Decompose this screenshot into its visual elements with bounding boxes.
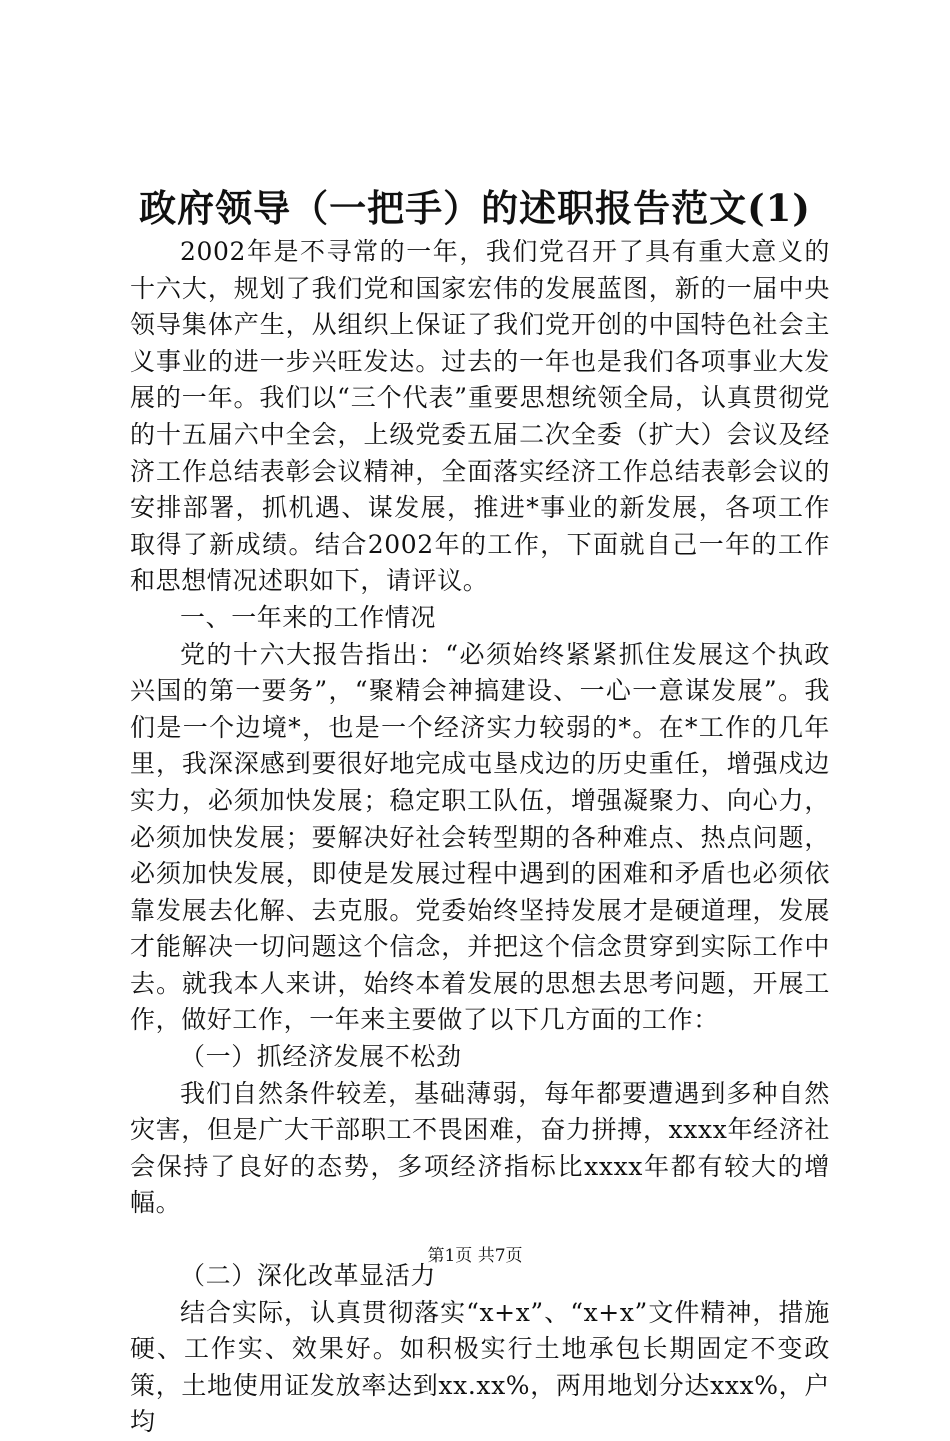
subsection-heading-economy: （一）抓经济发展不松劲 <box>180 1042 462 1072</box>
document-title: 政府领导（一把手）的述职报告范文(1) <box>139 186 811 230</box>
section-heading-work-overview: 一、一年来的工作情况 <box>180 602 437 632</box>
page-footer: 第1页 共7页 <box>427 1246 523 1266</box>
subsection-heading-reform: （二）深化改革显活力 <box>180 1261 437 1291</box>
paragraph-development: 党的十六大报告指出：“必须始终紧紧抓住发展这个执政兴国的第一要务”，“聚精会神搞建设、一心一意谋发展”。我们是一个边境*，也是一个经济实力较弱的*。在*工作的几年里，我深深感到要很好地完成屯垦戍边的历史重任，增强戍边实力，必须加快发展；稳定职工队伍，增强凝聚力、向心力，必须加快发展；要解决好社会转型期的各种难点、热点问题，必须加快发展，即使是发展过程中遇到的困难和矛盾也必须依靠发展去化解、去克服。党委始终坚持发展才是硬道理，发展才能解决一切问题这个信念，并把这个信念贯穿到实际工作中去。就我本人来讲，始终本着发展的思想去思考问题，开展工作，做好工作，一年来主要做了以下几方面的工作： <box>130 639 830 1035</box>
paragraph-intro: 2002年是不寻常的一年，我们党召开了具有重大意义的十六大，规划了我们党和国家宏伟的发展蓝图，新的一届中央领导集体产生，从组织上保证了我们党开创的中国特色社会主义事业的进一步兴旺发达。过去的一年也是我们各项事业大发展的一年。我们以“三个代表”重要思想统领全局，认真贯彻党的十五届六中全会，上级党委五届二次全委（扩大）会议及经济工作总结表彰会议精神，全面落实经济工作总结表彰会议的安排部署，抓机遇、谋发展，推进*事业的新发展，各项工作取得了新成绩。结合2002年的工作，下面就自己一年的工作和思想情况述职如下，请评议。 <box>130 237 830 596</box>
paragraph-economy: 我们自然条件较差，基础薄弱，每年都要遭遇到多种自然灾害，但是广大干部职工不畏困难，奋力拼搏，xxxx年经济社会保持了良好的态势，多项经济指标比xxxx年都有较大的增幅。 <box>130 1078 830 1218</box>
paragraph-reform: 结合实际，认真贯彻落实“x+x”、“x+x”文件精神，措施硬、工作实、效果好。如积极实行土地承包长期固定不变政策，土地使用证发放率达到xx.xx%，两用地划分达xxx%，户均 <box>130 1297 830 1437</box>
